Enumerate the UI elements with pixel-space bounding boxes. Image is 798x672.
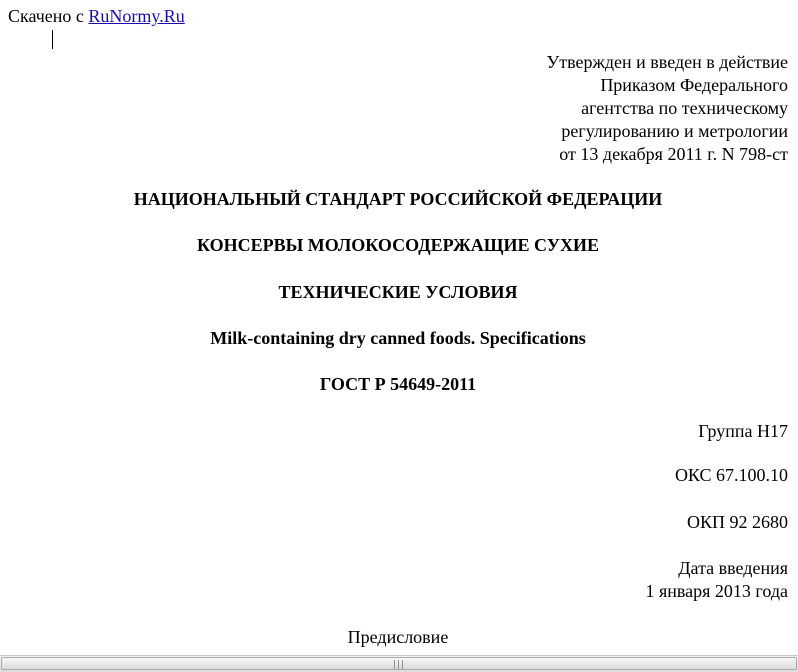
source-line [8,6,185,26]
okp-code: ОКП 92 2680 [686,512,788,532]
national-standard-heading: НАЦИОНАЛЬНЫЙ СТАНДАРТ РОССИЙСКОЙ ФЕДЕРАЦИИ [133,189,663,209]
preface-heading: Предисловие [347,627,449,647]
horizontal-scrollbar[interactable] [0,655,798,672]
source-prefix: Скачено с [8,6,84,26]
product-heading: КОНСЕРВЫ МОЛОКОСОДЕРЖАЩИЕ СУХИЕ [196,235,600,255]
approval-line: агентства по техническому [581,98,788,118]
conditions-heading: ТЕХНИЧЕСКИЕ УСЛОВИЯ [278,282,518,302]
approval-line: Утвержден и введен в действие [546,52,788,72]
source-link[interactable]: RuNormy.Ru [88,6,185,26]
english-title: Milk-containing dry canned foods. Specifications [210,328,586,348]
gost-number: ГОСТ Р 54649-2011 [319,374,477,394]
scrollbar-thumb[interactable] [1,657,797,670]
group-code: Группа Н17 [698,421,788,441]
intro-label: Дата введения [678,558,788,578]
approval-line: регулированию и метрологии [561,121,788,141]
grip-icon: ||| [392,660,406,670]
approval-line: от 13 декабря 2011 г. N 798-ст [559,144,788,164]
approval-line: Приказом Федерального [600,75,788,95]
text-cursor [52,30,53,49]
approval-block [546,51,788,166]
intro-date: 1 января 2013 года [645,581,788,601]
oks-code: ОКС 67.100.10 [674,465,788,485]
